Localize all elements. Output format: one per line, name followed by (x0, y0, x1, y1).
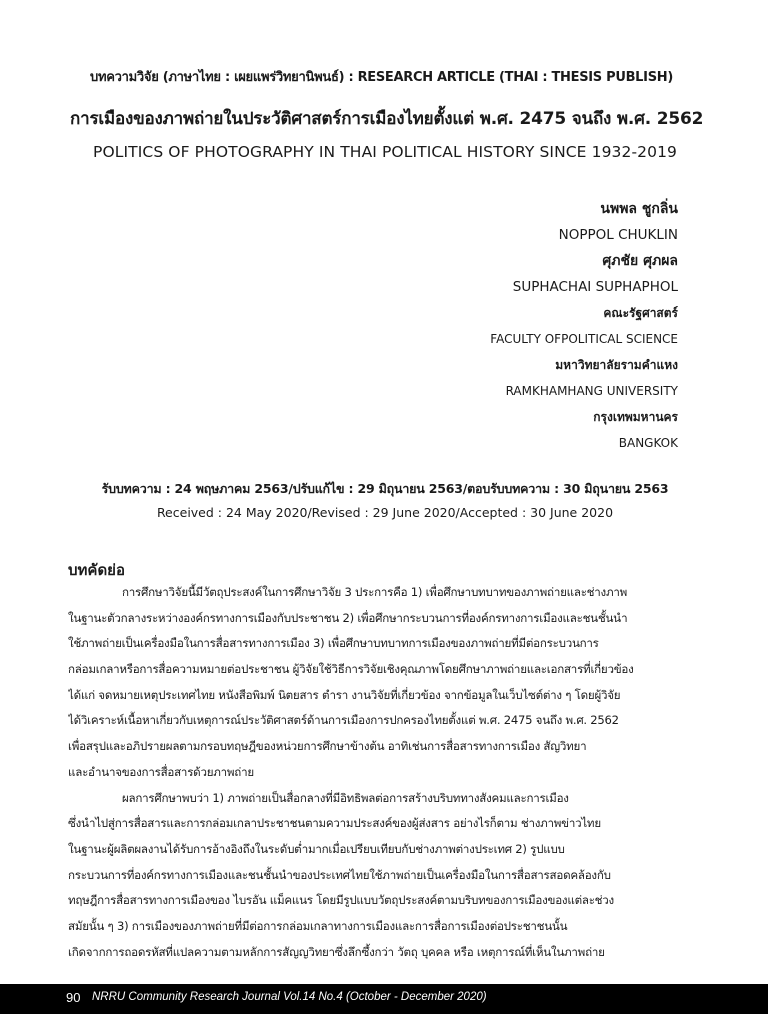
author2-english: SUPHACHAI SUPHAPHOL (512, 279, 678, 295)
abstract-line: ในฐานะผู้ผลิตผลงานได้รับการอ้างอิงถึงในระดับต่ำมากเมื่อเปรียบเทียบกับช่างภาพต่างประเทศ 2) รูปแบบ (68, 841, 565, 856)
university-english: RAMKHAMHANG UNIVERSITY (505, 384, 678, 398)
abstract-line: ได้แก่ จดหมายเหตุประเทศไทย หนังสือพิมพ์ นิตยสาร ตำรา งานวิจัยที่เกี่ยวข้อง จากข้อมูลในเว็บไซต์ต่าง ๆ โดยผู้วิจัย (68, 687, 621, 702)
abstract-line: และอำนาจของการสื่อสารด้วยภาพถ่าย (68, 764, 254, 779)
abstract-line: ได้วิเคราะห์เนื้อหาเกี่ยวกับเหตุการณ์ประวัติศาสตร์ด้านการเมืองการปกครองไทยตั้งแต่ พ.ศ. 2475 จนถึง พ.ศ. 2562 (68, 713, 619, 728)
abstract-heading: บทคัดย่อ (68, 561, 125, 579)
abstract-line: กระบวนการที่องค์กรทางการเมืองและชนชั้นนำของประเทศไทยใช้ภาพถ่ายเป็นเครื่องมือในการสื่อสารสอดคล้องกับ (68, 867, 611, 882)
abstract-line: ซึ่งนำไปสู่การสื่อสารและการกล่อมเกลาประชาชนตามความประสงค์ของผู้ส่งสาร อย่างไรก็ตาม ช่างภาพข่าวไทย (68, 816, 601, 831)
author1-thai: นพพล ชูกลิ่น (600, 201, 678, 217)
city-thai: กรุงเทพมหานคร (593, 410, 678, 424)
dates-thai: รับบทความ : 24 พฤษภาคม 2563/ปรับแก้ไข : 29 มิถุนายน 2563/ตอบรับบทความ : 30 มิถุนายน 2563 (101, 481, 669, 496)
author2-thai: ศุภชัย ศุภผล (602, 253, 678, 269)
abstract-line: ในฐานะตัวกลางระหว่างองค์กรทางการเมืองกับประชาชน 2) เพื่อศึกษากระบวนการที่องค์กรทางการเมืองและชนชั้นนำ (68, 610, 628, 625)
author-block (278, 196, 678, 456)
dates-english: Received : 24 May 2020/Revised : 29 June 2020/Accepted : 30 June 2020 (156, 505, 614, 520)
university-thai: มหาวิทยาลัยรามคำแหง (555, 358, 678, 372)
title-thai: การเมืองของภาพถ่ายในประวัติศาสตร์การเมืองไทยตั้งแต่ พ.ศ. 2475 จนถึง พ.ศ. 2562 (70, 109, 704, 129)
abstract-line: ทฤษฎีการสื่อสารทางการเมืองของ ไบรอัน แม็คแนร โดยมีรูปแบบวัตถุประสงค์ตามบริบทของการเมืองของแต่ละช่วง (68, 893, 614, 908)
article-type-heading: บทความวิจัย (ภาษาไทย : เผยแพร่วิทยานิพนธ์) : RESEARCH ARTICLE (THAI : THESIS PUBLISH) (90, 70, 673, 85)
city-english: BANGKOK (618, 436, 678, 450)
abstract-line: เพื่อสรุปและอภิปรายผลตามกรอบทฤษฎีของหน่วยการศึกษาข้างต้น อาทิเช่นการสื่อสารทางการเมือง สัญวิทยา (68, 739, 587, 754)
faculty-thai: คณะรัฐศาสตร์ (603, 306, 678, 320)
abstract-line: ผลการศึกษาพบว่า 1) ภาพถ่ายเป็นสื่อกลางที่มีอิทธิพลต่อการสร้างบริบททางสังคมและการเมือง (122, 790, 569, 805)
abstract-line: เกิดจากการถอดรหัสที่แปลความตามหลักการสัญญวิทยาซึ่งลึกซึ้งกว่า วัตถุ บุคคล หรือ เหตุการณ์ที่เห็นในภาพถ่าย (68, 944, 605, 959)
page-number: 90 (66, 990, 81, 1005)
abstract-line: กล่อมเกลาหรือการสื่อความหมายต่อประชาชน ผู้วิจัยใช้วิธีการวิจัยเชิงคุณภาพโดยศึกษาภาพถ่ายและเอกสารที่เกี่ยวข้อง (68, 662, 634, 677)
author1-english: NOPPOL CHUKLIN (558, 227, 678, 243)
abstract-line: การศึกษาวิจัยนี้มีวัตถุประสงค์ในการศึกษาวิจัย 3 ประการคือ 1) เพื่อศึกษาบทบาทของภาพถ่ายและช่างภาพ (122, 585, 628, 599)
abstract-line: สมัยนั้น ๆ 3) การเมืองของภาพถ่ายที่มีต่อการกล่อมเกลาทางการเมืองและการสื่อการเมืองต่อประชาชนนั้น (68, 918, 568, 933)
journal-citation: NRRU Community Research Journal Vol.14 No.4 (October - December 2020) (92, 991, 487, 1003)
abstract-line: ใช้ภาพถ่ายเป็นเครื่องมือในการสื่อสารทางการเมือง 3) เพื่อศึกษาบทบาทการเมืองของภาพถ่ายที่มีต่อกระบวนการ (68, 636, 599, 651)
title-english: POLITICS OF PHOTOGRAPHY IN THAI POLITICAL HISTORY SINCE 1932-2019 (93, 143, 677, 161)
faculty-english: FACULTY OFPOLITICAL SCIENCE (490, 332, 678, 346)
abstract-body (68, 580, 680, 965)
